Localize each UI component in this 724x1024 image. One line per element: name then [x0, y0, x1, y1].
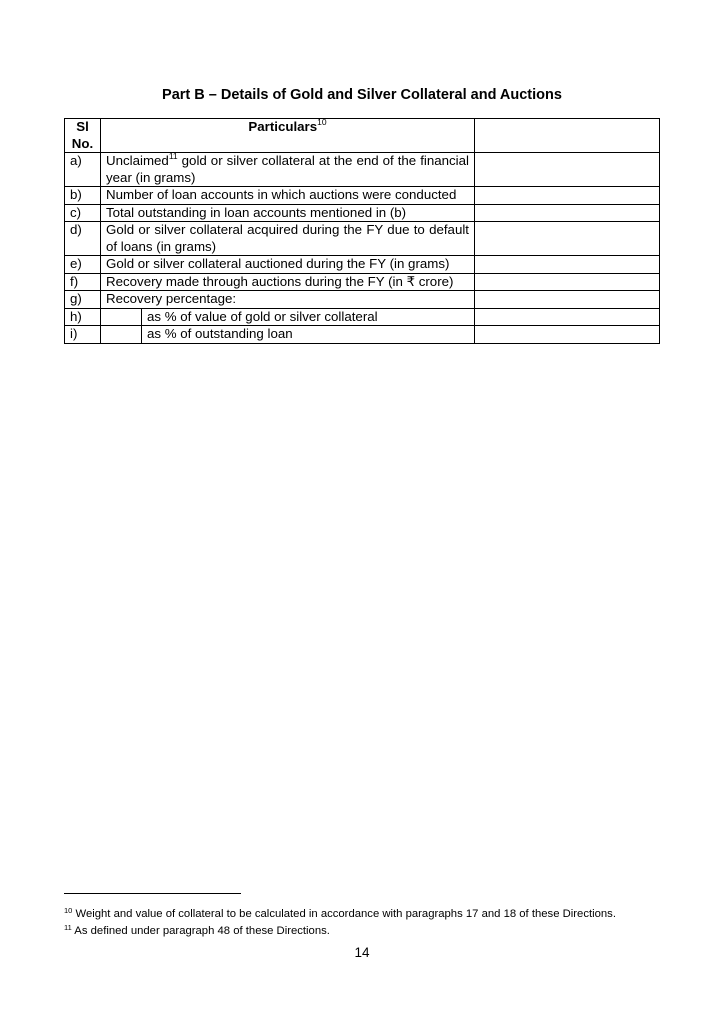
row-particulars-text: Unclaimed — [106, 153, 169, 168]
row-value-cell[interactable] — [475, 204, 660, 222]
indent-cell — [101, 309, 142, 326]
table-row — [65, 204, 660, 222]
row-particulars: Recovery percentage: — [101, 291, 475, 309]
table-row — [65, 256, 660, 274]
row-value-cell[interactable] — [475, 326, 660, 344]
sl-header-line2: No. — [71, 135, 94, 151]
row-sl: c) — [65, 204, 101, 222]
row-sl: a) — [65, 153, 101, 187]
sl-header-line1: Sl — [76, 119, 89, 134]
row-sl: b) — [65, 187, 101, 205]
table-row — [65, 308, 660, 326]
row-particulars-text: as % of outstanding loan — [147, 326, 293, 341]
row-particulars-text: as % of value of gold or silver collateral — [147, 308, 378, 324]
footnote-11 — [64, 923, 664, 940]
row-sl: d) — [65, 222, 101, 256]
row-sl: f) — [65, 273, 101, 291]
section-title: Part B – Details of Gold and Silver Collateral and Auctions — [162, 87, 562, 103]
row-sl: g) — [65, 291, 101, 309]
row-particulars: Total outstanding in loan accounts mentioned in (b) — [101, 204, 475, 222]
row-particulars: Gold or silver collateral auctioned during the FY (in grams) — [101, 256, 475, 274]
row-sl: i) — [65, 326, 101, 344]
row-value-cell[interactable] — [475, 273, 660, 291]
collateral-details-table — [64, 118, 660, 344]
row-value-cell[interactable] — [475, 153, 660, 187]
footnote-ref-11: 11 — [168, 151, 178, 161]
page-number: 14 — [354, 945, 370, 960]
footnote-ref-10: 10 — [317, 117, 327, 127]
table-row — [65, 273, 660, 291]
table-row — [65, 187, 660, 205]
row-sl: e) — [65, 256, 101, 274]
row-particulars: Gold or silver collateral acquired during the FY due to default of loans (in grams) — [101, 222, 475, 256]
row-particulars — [101, 326, 475, 344]
row-particulars — [101, 308, 475, 326]
footnote-10 — [64, 906, 664, 923]
row-particulars — [101, 153, 475, 187]
table-row — [65, 222, 660, 256]
row-particulars: Recovery made through auctions during the FY (in ₹ crore) — [101, 273, 475, 291]
table-row — [65, 326, 660, 344]
footnotes — [64, 906, 664, 940]
row-particulars: Number of loan accounts in which auctions were conducted — [101, 187, 475, 205]
table-row — [65, 291, 660, 309]
value-header — [475, 119, 660, 153]
footnote-number: 11 — [64, 923, 72, 932]
table-header-row — [65, 119, 660, 153]
sl-no-header — [65, 119, 101, 153]
footnote-text: Weight and value of collateral to be calculated in accordance with paragraphs 17 and 18 of these Directions. — [72, 908, 616, 920]
sub-row-layout — [101, 326, 474, 343]
row-particulars-text-cont: gold or silver collateral at the end of the financial year (in grams) — [106, 153, 469, 185]
sub-row-layout — [101, 309, 474, 326]
row-value-cell[interactable] — [475, 222, 660, 256]
row-sl: h) — [65, 308, 101, 326]
particulars-header-label: Particulars — [248, 119, 318, 134]
particulars-header — [101, 119, 475, 153]
row-value-cell[interactable] — [475, 291, 660, 309]
indent-cell — [101, 326, 142, 343]
footnote-number: 10 — [64, 906, 73, 915]
row-value-cell[interactable] — [475, 308, 660, 326]
footnote-text: As defined under paragraph 48 of these Directions. — [71, 925, 330, 937]
table-row — [65, 153, 660, 187]
footnote-separator — [64, 893, 241, 894]
row-value-cell[interactable] — [475, 256, 660, 274]
row-value-cell[interactable] — [475, 187, 660, 205]
